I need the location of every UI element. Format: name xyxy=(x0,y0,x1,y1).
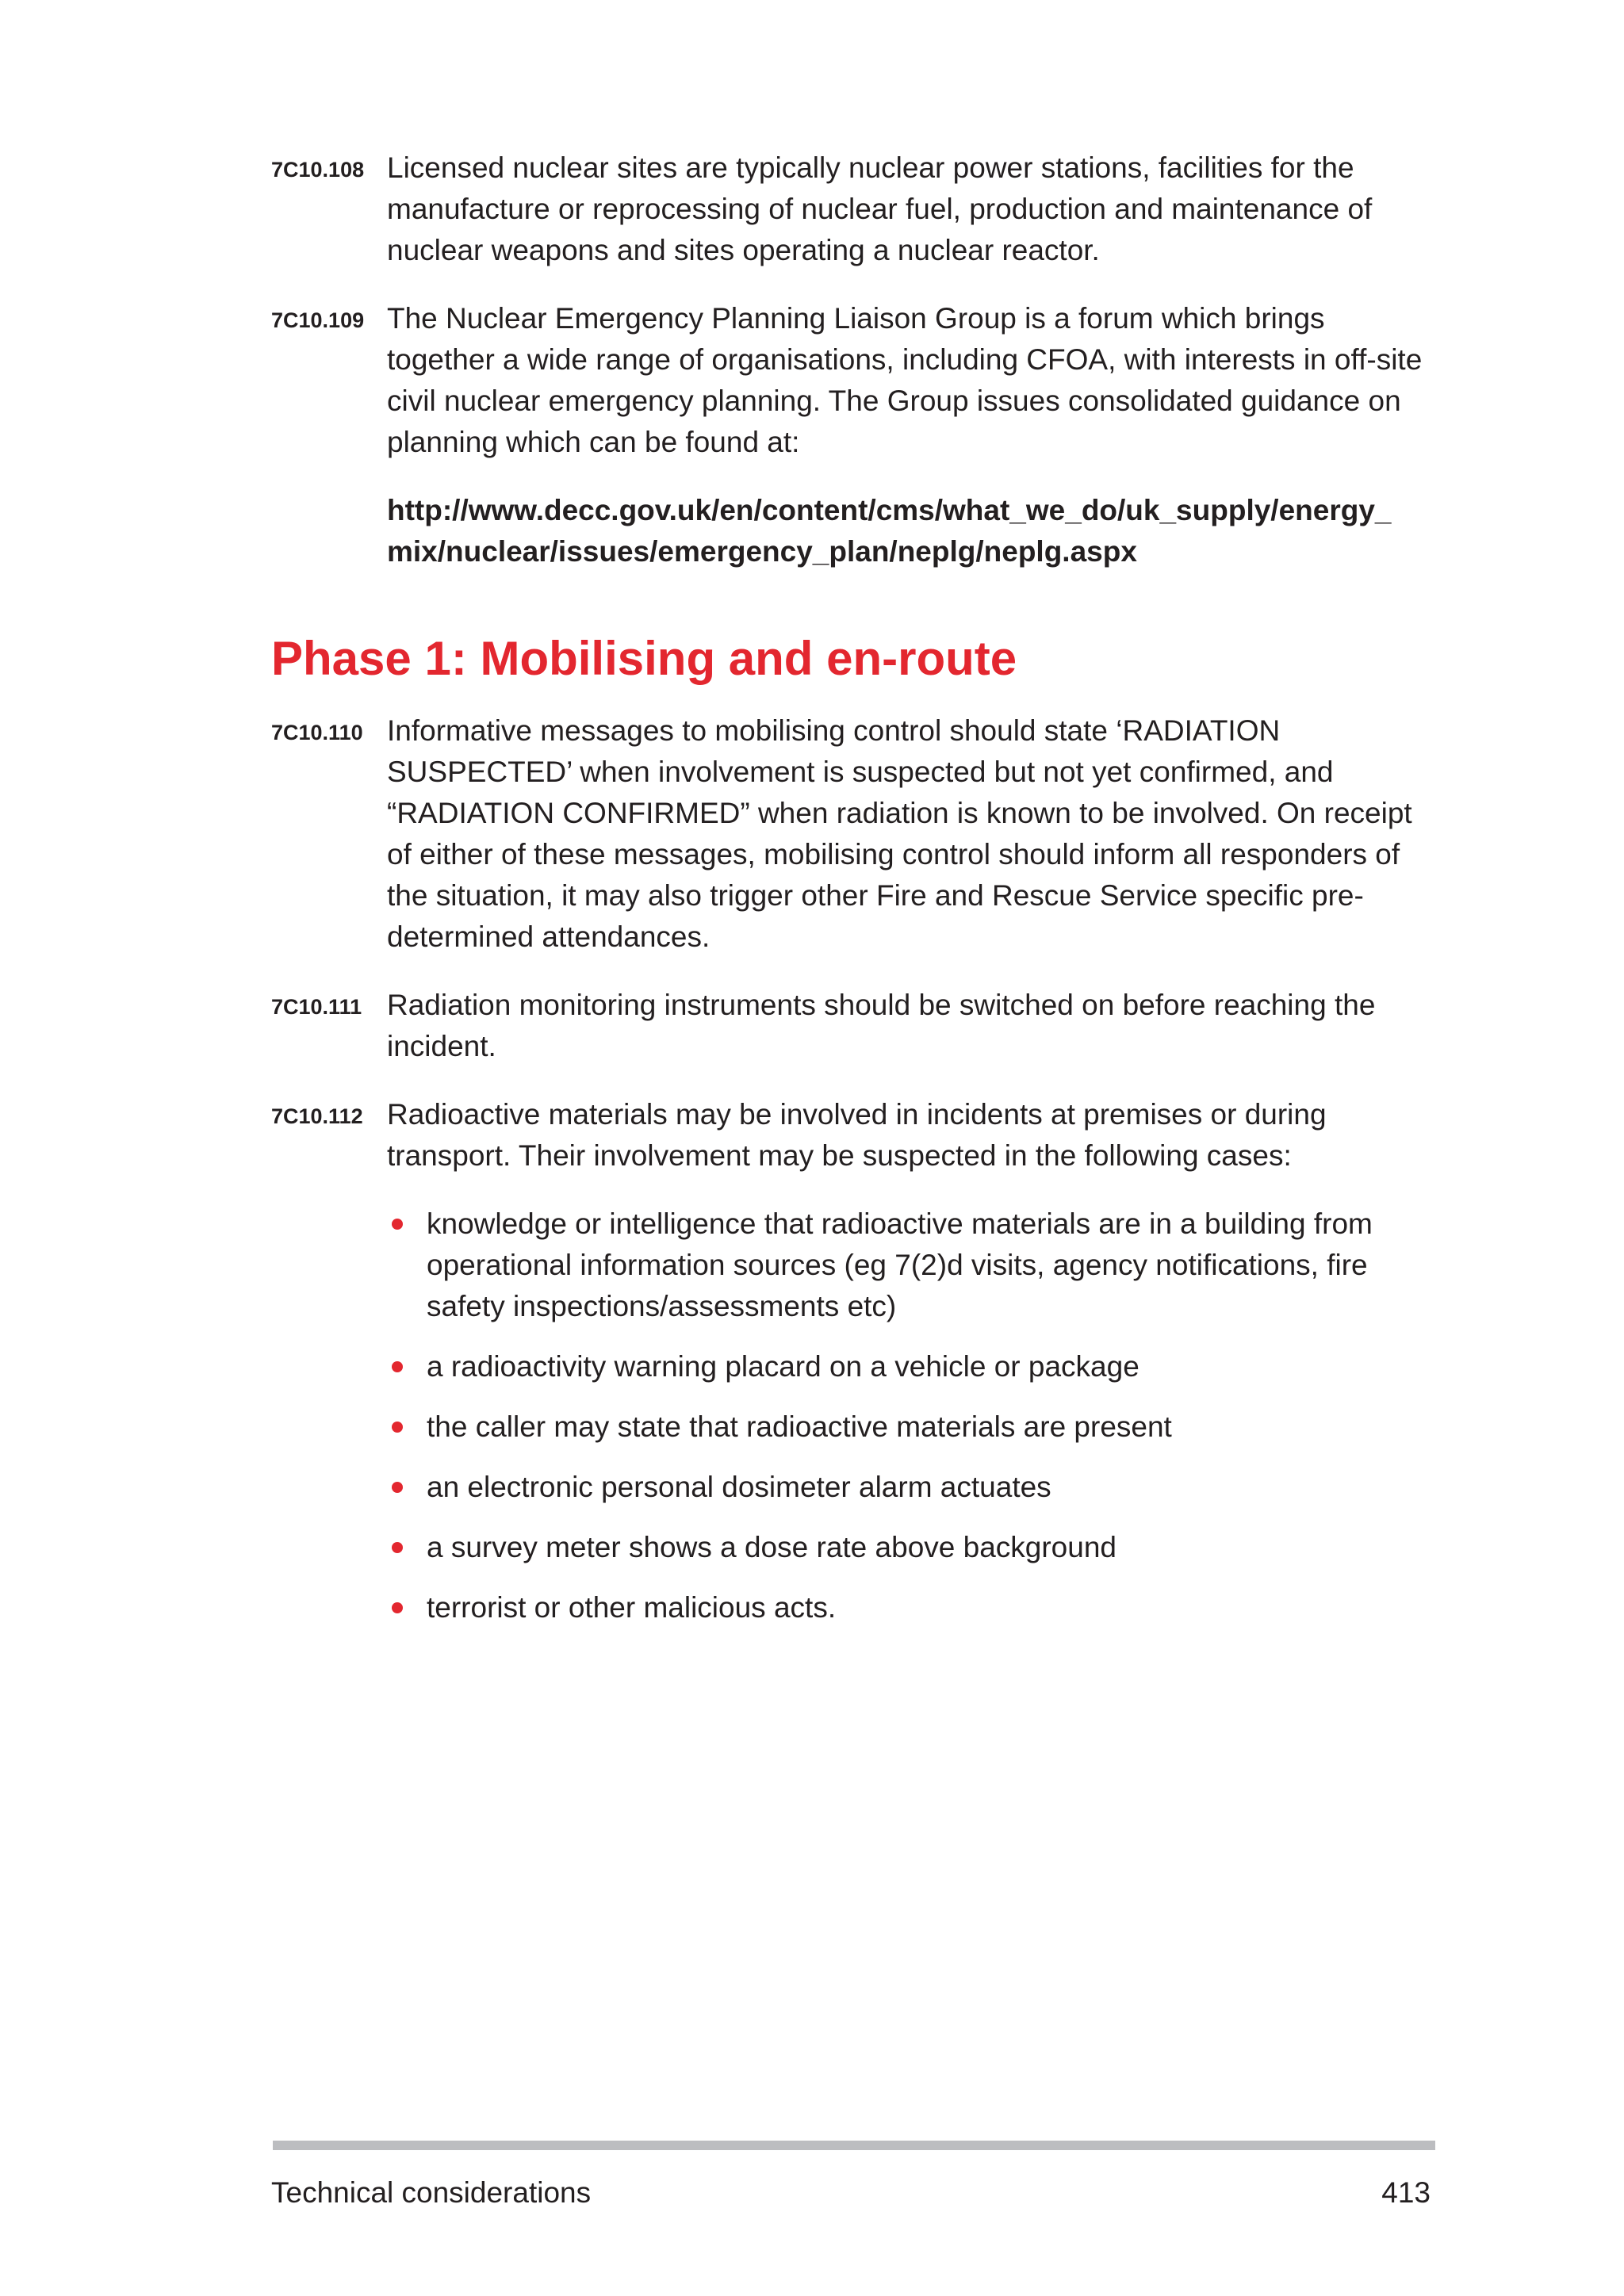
list-item-text: an electronic personal dosimeter alarm actuates xyxy=(427,1471,1051,1503)
paragraph-7c10-112 xyxy=(271,1094,1437,1177)
bullet-dot-icon xyxy=(392,1602,403,1613)
page-number: 413 xyxy=(1381,2176,1431,2209)
footer-divider xyxy=(273,2141,1435,2150)
list-item xyxy=(387,1587,1437,1628)
list-item xyxy=(387,1346,1437,1387)
guidance-link-line-1: http://www.decc.gov.uk/en/content/cms/what_we_do/uk_supply/energy_ xyxy=(387,494,1392,526)
list-item-text: the caller may state that radioactive materials are present xyxy=(427,1410,1172,1443)
bullet-dot-icon xyxy=(392,1482,403,1493)
paragraph-number: 7C10.109 xyxy=(271,308,365,332)
footer-section-title: Technical considerations xyxy=(271,2176,592,2209)
paragraph-number: 7C10.110 xyxy=(271,721,363,744)
section-heading: Phase 1: Mobilising and en-route xyxy=(271,632,1017,685)
list-item-text: a survey meter shows a dose rate above background xyxy=(427,1531,1116,1563)
list-item-text: knowledge or intelligence that radioactive materials are in a building from operational information sources (eg 7(2)d visits, agency notifications, fire safety inspections/assessments etc) xyxy=(427,1207,1373,1322)
list-item-text: a radioactivity warning placard on a vehicle or package xyxy=(427,1350,1139,1383)
paragraph-number: 7C10.112 xyxy=(271,1104,363,1128)
paragraph-number: 7C10.108 xyxy=(271,158,365,182)
list-item xyxy=(387,1467,1437,1508)
bullet-dot-icon xyxy=(392,1219,403,1230)
document-body xyxy=(271,147,1437,1647)
list-item xyxy=(387,1203,1437,1327)
bullet-dot-icon xyxy=(392,1542,403,1553)
paragraph-7c10-111 xyxy=(271,985,1437,1067)
list-item xyxy=(387,1406,1437,1448)
paragraph-number: 7C10.111 xyxy=(271,995,362,1019)
paragraph-7c10-110 xyxy=(271,710,1437,958)
paragraph-7c10-108 xyxy=(271,147,1437,271)
paragraph-text: Informative messages to mobilising control should state ‘RADIATION SUSPECTED’ when involvement is suspected but not yet confirmed, and “RADIATION CONFIRMED” when radiation is known to be involved. On receipt of either of these messages, mobilising control should inform all responders of the situation, it may also trigger other Fire and Rescue Service specific pre-determined attendances. xyxy=(387,714,1412,953)
case-list xyxy=(387,1203,1437,1628)
bullet-dot-icon xyxy=(392,1422,403,1433)
paragraph-text: Radioactive materials may be involved in incidents at premises or during transport. Their involvement may be suspected in the following cases: xyxy=(387,1098,1327,1172)
bullet-dot-icon xyxy=(392,1361,403,1372)
paragraph-text: Licensed nuclear sites are typically nuclear power stations, facilities for the manufacture or reprocessing of nuclear fuel, production and maintenance of nuclear weapons and sites operating a nuclear reactor. xyxy=(387,151,1373,266)
guidance-link-line-2: mix/nuclear/issues/emergency_plan/neplg/neplg.aspx xyxy=(387,535,1137,568)
list-item xyxy=(387,1527,1437,1568)
list-item-text: terrorist or other malicious acts. xyxy=(427,1591,837,1624)
paragraph-text: Radiation monitoring instruments should be switched on before reaching the incident. xyxy=(387,989,1376,1062)
guidance-link[interactable] xyxy=(387,490,1437,572)
paragraph-7c10-109 xyxy=(271,298,1437,463)
paragraph-text: The Nuclear Emergency Planning Liaison Group is a forum which brings together a wide range of organisations, including CFOA, with interests in off-site civil nuclear emergency planning. The Group issues consolidated guidance on planning which can be found at: xyxy=(387,302,1423,458)
